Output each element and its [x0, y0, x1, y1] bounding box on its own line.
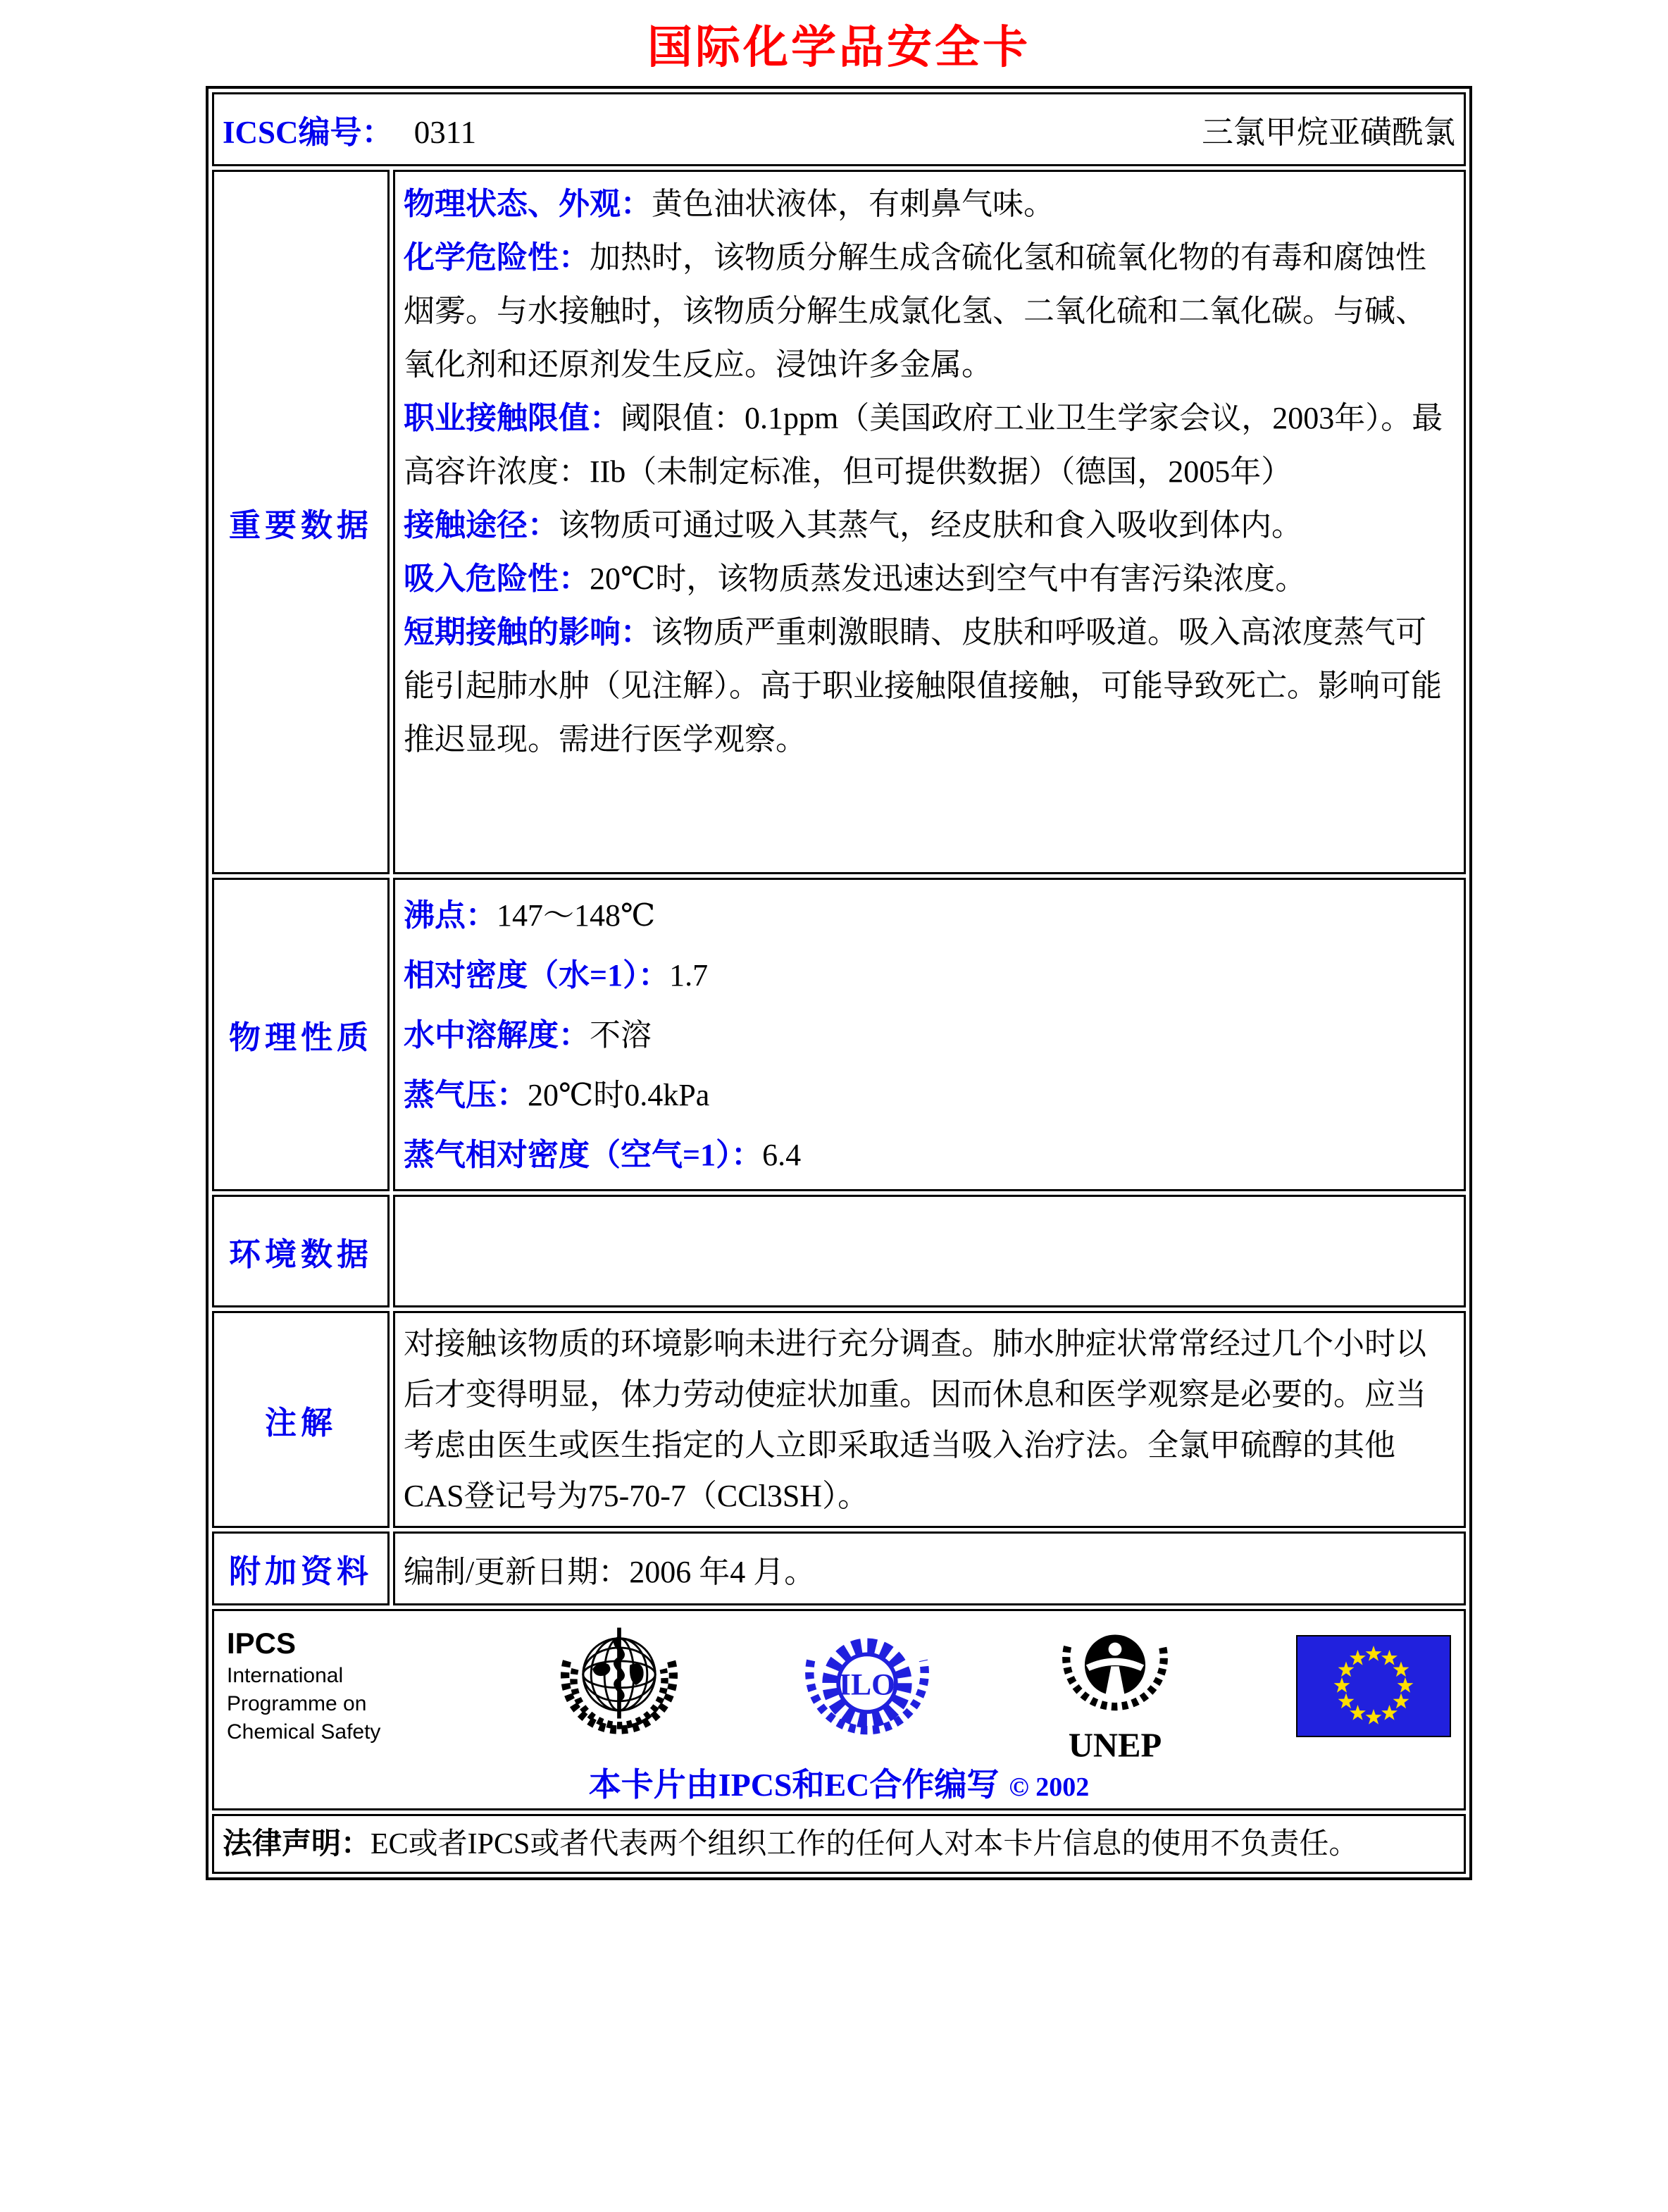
field-label: 接触途径： — [404, 508, 559, 542]
field-text: 20℃时0.4kPa — [528, 1078, 710, 1112]
icsc-number-value: 0311 — [413, 115, 477, 150]
field-label: 沸点： — [404, 898, 497, 933]
field-label: 短期接触的影响： — [404, 615, 652, 650]
field-text: 阈限值：0.1ppm（美国政府工业卫生学家会议，2003年）。最高容许浓度：IIb（未制定标准，但可提供数据）（德国，2005年） — [404, 401, 1443, 489]
field-label: 相对密度（水=1）： — [404, 958, 670, 993]
unep-emblem-icon — [1048, 1609, 1182, 1763]
notes-row — [212, 1311, 1466, 1528]
field-text: 147～148℃ — [497, 898, 656, 933]
field-relative-density — [404, 945, 1455, 1005]
notes-text: 对接触该物质的环境影响未进行充分调查。肺水肿症状常常经过几个小时以后才变得明显，体力劳动使症状加重。因而休息和医学观察是必要的。应当考虑由医生或医生指定的人立即采取适当吸入治疗法。全氯甲硫醇的其他CAS登记号为75-70-7（CCl3SH）。 — [404, 1326, 1426, 1513]
ipcs-title: IPCS — [227, 1627, 297, 1660]
field-label: 蒸气压： — [404, 1078, 528, 1112]
field-label: 蒸气相对密度（空气=1）： — [404, 1138, 763, 1172]
environmental-data-cell — [393, 1195, 1466, 1307]
ipcs-subtitle-line: Chemical Safety — [227, 1720, 381, 1744]
copyright-year: © 2002 — [1009, 1772, 1090, 1802]
row-label-important-data: 重要数据 — [212, 170, 390, 874]
field-occupational-limit — [404, 392, 1455, 499]
icsc-number-row — [212, 92, 1466, 166]
field-water-solubility — [404, 1005, 1455, 1065]
field-vapor-relative-density — [404, 1125, 1455, 1185]
field-exposure-routes — [404, 499, 1455, 552]
field-label: 物理状态、外观： — [404, 187, 652, 221]
important-data-cell — [393, 170, 1466, 874]
row-label-environmental-data: 环境数据 — [212, 1195, 390, 1307]
field-label: 职业接触限值： — [404, 401, 621, 435]
cooperation-note — [227, 1759, 1451, 1806]
ipcs-subtitle-line: International — [227, 1664, 344, 1687]
field-short-term-effects — [404, 606, 1455, 766]
environmental-data-row — [212, 1195, 1466, 1307]
logos-cell — [212, 1609, 1466, 1810]
notes-cell — [393, 1311, 1466, 1528]
field-label: 吸入危险性： — [404, 561, 590, 596]
physical-properties-cell — [393, 878, 1466, 1191]
eu-flag-icon — [1296, 1635, 1451, 1737]
legal-notice-label: 法律声明： — [223, 1827, 371, 1860]
logos-row — [212, 1609, 1466, 1810]
field-text: 6.4 — [762, 1138, 802, 1172]
legal-notice-cell — [212, 1814, 1466, 1874]
cooperation-text: 本卡片由IPCS和EC合作编写 — [588, 1767, 1000, 1803]
field-boiling-point — [404, 886, 1455, 945]
ilo-wordmark: ILO — [838, 1667, 896, 1702]
ipcs-block — [227, 1625, 438, 1746]
field-text: 加热时，该物质分解生成含硫化氢和硫氧化物的有毒和腐蚀性烟雾。与水接触时，该物质分解生成氯化氢、二氧化硫和二氧化碳。与碱、氧化剂和还原剂发生反应。浸蚀许多金属。 — [404, 240, 1426, 382]
legal-notice-text: EC或者IPCS或者代表两个组织工作的任何人对本卡片信息的使用不负责任。 — [371, 1827, 1359, 1860]
field-chemical-danger — [404, 231, 1455, 392]
field-text: 20℃时，该物质蒸发迅速达到空气中有害污染浓度。 — [590, 561, 1307, 596]
important-data-row — [212, 170, 1466, 874]
row-label-physical-properties: 物理性质 — [212, 878, 390, 1191]
ipcs-subtitle-line: Programme on — [227, 1692, 367, 1715]
physical-properties-row — [212, 878, 1466, 1191]
field-vapor-pressure — [404, 1065, 1455, 1125]
field-text: 黄色油状液体，有刺鼻气味。 — [652, 187, 1054, 221]
legal-notice-row — [212, 1814, 1466, 1874]
icsc-number-label: ICSC编号： — [223, 115, 394, 150]
ilo-emblem-icon — [800, 1619, 934, 1753]
additional-info-cell: 编制/更新日期：2006 年4 月。 — [393, 1531, 1466, 1605]
field-inhalation-risk — [404, 552, 1455, 606]
row-label-notes: 注解 — [212, 1311, 390, 1528]
field-physical-state — [404, 178, 1455, 231]
chemical-name: 三氯甲烷亚磺酰氯 — [1201, 115, 1455, 150]
icsc-number-cell — [212, 92, 1466, 166]
unep-wordmark: UNEP — [1068, 1726, 1162, 1763]
who-emblem-icon — [552, 1621, 686, 1751]
additional-info-row — [212, 1531, 1466, 1605]
field-label: 水中溶解度： — [404, 1018, 590, 1052]
icsc-card-table — [206, 86, 1472, 1880]
field-label: 化学危险性： — [404, 240, 590, 275]
field-text: 该物质严重刺激眼睛、皮肤和呼吸道。吸入高浓度蒸气可能引起肺水肿（见注解）。高于职业接触限值接触，可能导致死亡。影响可能推迟显现。需进行医学观察。 — [404, 615, 1442, 757]
row-label-additional-info: 附加资料 — [212, 1531, 390, 1605]
field-text: 该物质可通过吸入其蒸气，经皮肤和食入吸收到体内。 — [559, 508, 1302, 542]
field-text: 不溶 — [590, 1018, 652, 1052]
page-title: 国际化学品安全卡 — [647, 22, 1031, 73]
field-text: 1.7 — [669, 958, 709, 993]
